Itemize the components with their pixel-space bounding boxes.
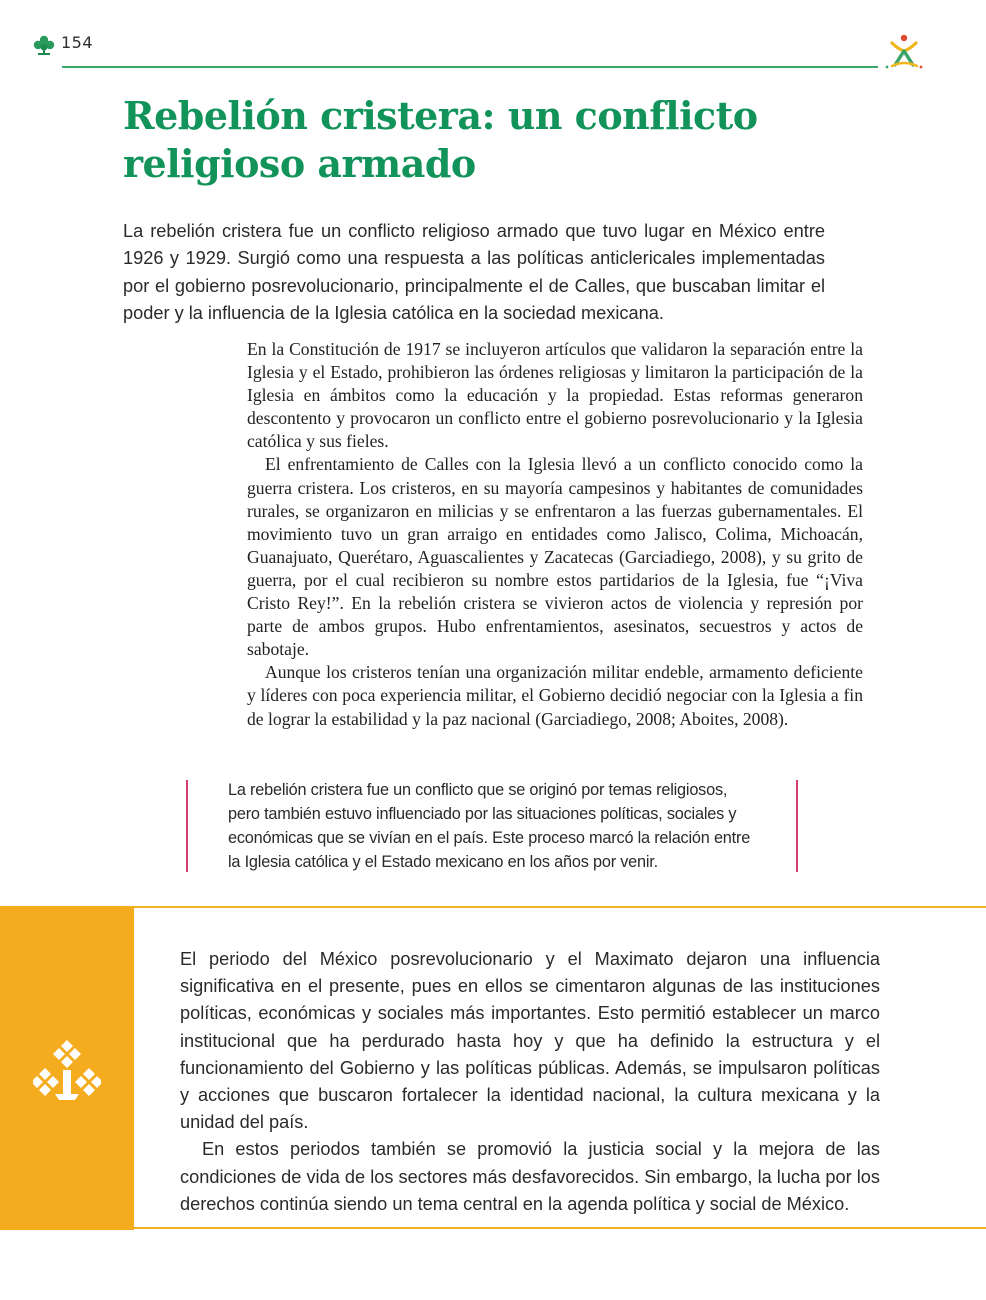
header-rule <box>62 66 878 68</box>
page-title <box>123 92 843 188</box>
body-paragraph-2: El enfrentamiento de Calles con la Iglesia llevó a un conflicto conocido como la guerra cristera. Los cristeros, en su mayoría campesinos y habitantes de comunidades rurales, se organizaron en milicias y se enfrentaron a las fuerzas gubernamentales. El movimiento tuvo un gran arraigo en entidades como Jalisco, Colima, Michoacán, Guanajuato, Querétaro, Aguascalientes y Zacatecas (Garciadiego, 2008), y su grito de guerra, por el cual recibieron su nombre estos partidarios de la Iglesia, fue “¡Viva Cristo Rey!”. En la rebelión cristera se vivieron actos de violencia y represión por parte de ambos grupos. Hubo enfrentamientos, asesinatos, secuestros y actos de sabotaje. <box>247 454 863 660</box>
textile-pattern-icon <box>33 1038 101 1102</box>
callout-box <box>186 778 800 874</box>
summary-text <box>180 946 880 1218</box>
page-header <box>0 0 986 70</box>
title-line-1: Rebelión cristera: un conflicto <box>123 93 758 138</box>
callout-right-bar <box>796 780 798 872</box>
flower-cluster-icon <box>32 34 56 56</box>
callout-text: La rebelión cristera fue un conflicto que se originó por temas religiosos, pero también estuvo influenciado por las situaciones políticas, sociales y económicas que se vivían en el país. Este proceso marcó la relación entre la Iglesia católica y el Estado mexicano en los años por venir. <box>228 781 751 871</box>
summary-rule-top <box>134 906 986 908</box>
callout-left-bar <box>186 780 188 872</box>
page-number: 154 <box>61 33 94 52</box>
summary-box <box>0 906 986 1230</box>
body-paragraph-1: En la Constitución de 1917 se incluyeron artículos que validaron la separación entre la Iglesia y el Estado, prohibieron las órdenes religiosas y limitaron la participación de la Iglesia en ámbitos como la educación y la propiedad. Estas reformas generaron descontento y provocaron un conflicto entre el gobierno posrevolucionario y la Iglesia católica y sus fieles. <box>247 339 863 452</box>
summary-paragraph-1: El periodo del México posrevolucionario y el Maximato dejaron una influencia significativa en el presente, pues en ellos se cimentaron algunas de las instituciones políticas, económicas y sociales más importantes. Esto permitió establecer un marco institucional que ha perdurado hasta hoy y que ha definido la estructura y el funcionamiento del Gobierno y las políticas públicas. Además, se impulsaron políticas y acciones que buscaron fortalecer la identidad nacional, la cultura mexicana y la unidad del país. <box>180 949 880 1133</box>
summary-rule-bottom <box>134 1227 986 1229</box>
body-paragraph-3: Aunque los cristeros tenían una organización militar endeble, armamento deficiente y líderes con poca experiencia militar, el Gobierno decidió negociar con la Iglesia a fin de lograr la estabilidad y la paz nacional (Garciadiego, 2008; Aboites, 2008). <box>247 662 863 729</box>
summary-paragraph-2: En estos periodos también se promovió la justicia social y la mejora de las condiciones de vida de los sectores más desfavorecidos. Sin embargo, la lucha por los derechos continúa siendo un tema central en la agenda política y social de México. <box>180 1139 880 1214</box>
body-text <box>247 338 863 731</box>
intro-paragraph: La rebelión cristera fue un conflicto religioso armado que tuvo lugar en México entre 1926 y 1929. Surgió como una respuesta a las políticas anticlericales implementadas por el gobierno posrevolucionario, principalmente el de Calles, que buscaban limitar el poder y la influencia de la Iglesia católica en la sociedad mexicana. <box>123 221 825 323</box>
person-figure-logo <box>884 33 924 71</box>
title-line-2: religioso armado <box>123 141 476 186</box>
